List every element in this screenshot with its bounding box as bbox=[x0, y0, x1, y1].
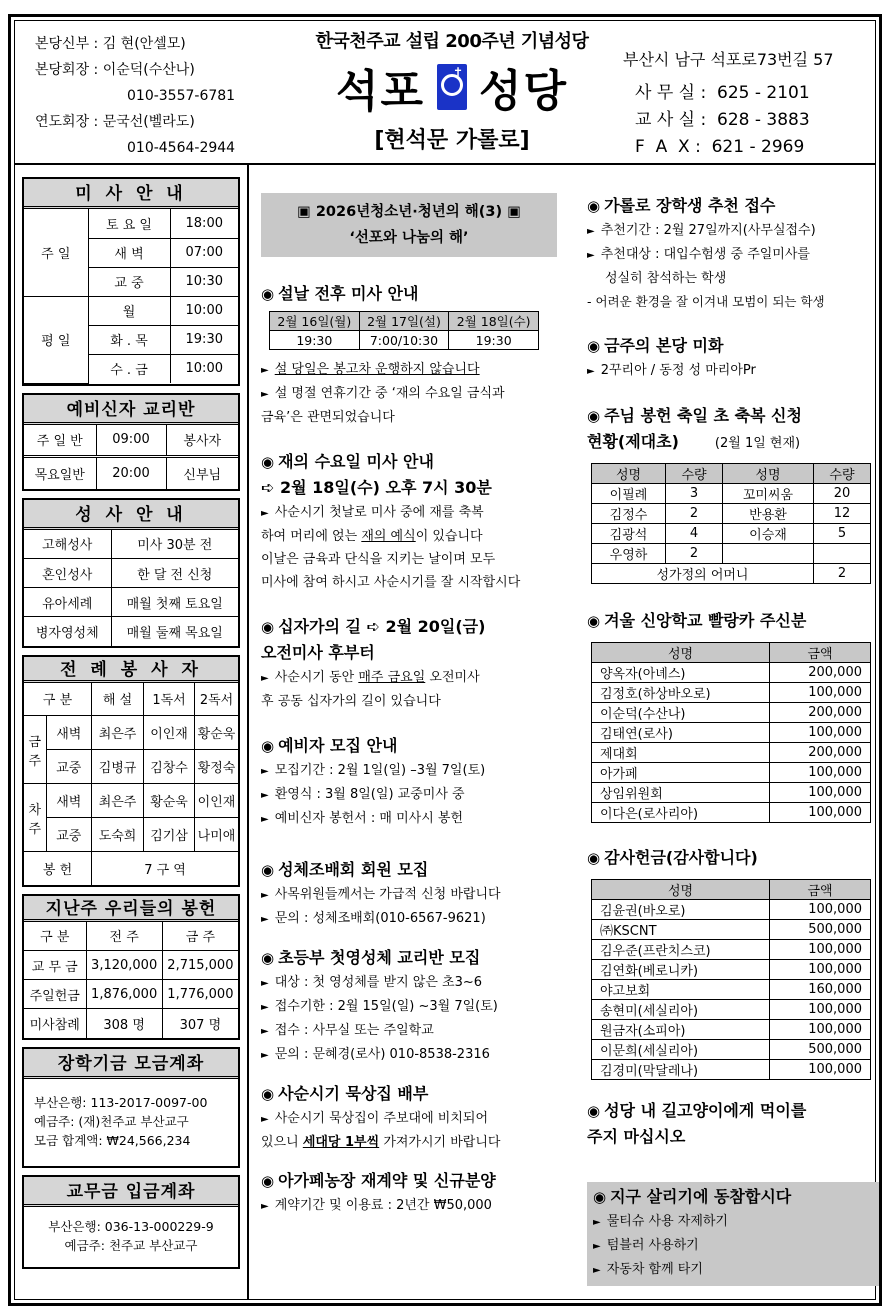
church-name-right: 성당 bbox=[479, 66, 569, 117]
arrow-icon: ► bbox=[587, 366, 595, 377]
bullet-icon: ◉ bbox=[261, 861, 275, 879]
parish-president: 본당회장 : 이순덕(수산나) bbox=[35, 62, 195, 78]
bulletin-header bbox=[15, 21, 875, 165]
office-phone: 사 무 실 : 625 - 2101 bbox=[635, 83, 810, 103]
offerings-table: 구 분 전 주 금 주 교 무 금 3,120,000 2,715,000 주일헌금 1,876,000 1,776,000 미사참례 308 명 307 명 bbox=[24, 922, 238, 1038]
first-communion-section: ◉ 초등부 첫영성체 교리반 모집 ► 대상 : 첫 영성체를 받지 않은 초3~6 ► 접수기한 : 2월 15일(일) ~3월 7일(토) ► 접수 : 사무실 또는 주일학교 ► 문의 : 문혜경(로사) 010-8538-2316 bbox=[261, 948, 498, 1062]
left-column bbox=[22, 177, 240, 1276]
staff-info bbox=[35, 31, 255, 161]
church-name bbox=[277, 55, 627, 119]
arrow-icon: ► bbox=[261, 365, 269, 376]
bullet-icon: ◉ bbox=[261, 618, 275, 636]
bullet-icon: ◉ bbox=[261, 949, 275, 967]
arrow-icon: ► bbox=[261, 389, 269, 400]
arrow-icon: ► bbox=[261, 790, 269, 801]
elder-president: 연도회장 : 문국선(벨라도) bbox=[35, 114, 195, 130]
bullet-icon: ◉ bbox=[587, 612, 601, 630]
bullet-icon: ◉ bbox=[261, 285, 275, 303]
scholarship-account-body: 부산은행: 113-2017-0097-00 예금주: (재)천주교 부산교구 모금 합계액: ₩24,566,234 bbox=[34, 1094, 208, 1148]
liturgy-servers-box bbox=[22, 655, 240, 887]
catechumen-class-box bbox=[22, 393, 240, 491]
arrow-icon: ► bbox=[261, 673, 269, 684]
arrow-icon: ► bbox=[261, 1026, 269, 1037]
arrow-icon: ► bbox=[261, 1002, 269, 1013]
church-cleaning-section: ◉ 금주의 본당 미화 ► 2꾸리아 / 동정 성 마리아Pr bbox=[587, 336, 756, 378]
lunar-new-year-section: ◉ 설날 전후 미사 안내 2월 16일(월) 2월 17일(설) 2월 18일(수) 19:30 7:00/10:30 19:30 ► 설 당일은 봉고차 운행하지 않습니다 ► 설 명절 연휴기간 중 ‘재의 수요일 금식과 금육’은 관면되었습니다 bbox=[261, 281, 557, 429]
dues-account-body: 부산은행: 036-13-000229-9 예금주: 천주교 부산교구 bbox=[48, 1218, 214, 1253]
year-theme-banner: ▣ 2026년청소년·청년의 해(3) ▣ ‘선포와 나눔의 해’ bbox=[261, 193, 557, 257]
arrow-icon: ► bbox=[261, 508, 269, 519]
arrow-icon: ► bbox=[587, 250, 595, 261]
lunar-mass-table: 2월 16일(월) 2월 17일(설) 2월 18일(수) 19:30 7:00/10:30 19:30 bbox=[269, 311, 539, 350]
save-earth-section: ◉ 지구 살리기에 동참합시다 ► 물티슈 사용 자제하기 ► 텀블러 사용하기 ► 자동차 함께 타기 bbox=[587, 1182, 879, 1286]
candle-blessing-section: ◉ 주님 봉헌 축일 초 축복 신청 현황(제대초) (2월 1일 현재) 성명 수량 성명 수량 이필례 3 꼬미씨움 20 김정수 2 반용환 12 김광석 4 이승재 5 우영하 2 성가정의 어머니 2 bbox=[587, 403, 879, 584]
church-title-block bbox=[277, 27, 627, 154]
bullet-icon: ◉ bbox=[587, 197, 601, 215]
arrow-icon: ► bbox=[593, 1217, 601, 1228]
arrow-icon: ► bbox=[261, 1114, 269, 1125]
scholarship-account-title: 장학기금 모금계좌 bbox=[24, 1049, 238, 1079]
church-subtitle: 한국천주교 설립 200주년 기념성당 bbox=[315, 31, 589, 52]
thanks-offering-table: 성명 금액 김윤권(바오로) 100,000 ㈜KSCNT 500,000 김우준(프란치스코) 100,000 김연화(베로니카) 100,000 야고보회 160,000 송현미(세실리아) 100,000 원금자(소피아) 100,000 이문희(세실리아) 500,000 김경미(막달레나) 100,000 bbox=[591, 879, 871, 1080]
thanks-offering-section: ◉ 감사헌금(감사합니다) 성명 금액 김윤권(바오로) 100,000 ㈜KSCNT 500,000 김우준(프란치스코) 100,000 김연화(베로니카) 100,000 야고보회 160,000 송현미(세실리아) 100,000 원금자(소피아) 100,000 이문희(세실리아) 500,000 김경미(막달레나) 100,000 bbox=[587, 845, 879, 1080]
address: 부산시 남구 석포로73번길 57 bbox=[623, 50, 834, 69]
liturgy-servers-table: 구 분 해 설 1독서 2독서 금주 새벽 최은주 이인재 황순욱 교중 김병규 김창수 황정숙 차주 새벽 최은주 황순욱 이인재 교중 도숙희 김기삼 나미애 봉 헌 7 구 역 bbox=[24, 683, 238, 885]
winter-camp-donors-section: ◉ 겨울 신앙학교 빨랑카 주신분 성명 금액 양옥자(아녜스) 200,000 김정호(하상바오로) 100,000 이순덕(수산나) 200,000 김태연(로사) 100,000 제대회 200,000 아가페 100,000 상임위원회 100,000 이다은(로사리아) 100,000 bbox=[587, 608, 879, 823]
arrow-icon: ► bbox=[261, 978, 269, 989]
scholarship-account-box bbox=[22, 1047, 240, 1168]
bullet-icon: ◉ bbox=[587, 849, 601, 867]
last-week-offerings-title: 지난주 우리들의 봉헌 bbox=[24, 896, 238, 922]
arrow-icon: ► bbox=[261, 1201, 269, 1212]
bullet-icon: ◉ bbox=[593, 1188, 607, 1206]
elder-phone: 010-4564-2944 bbox=[127, 140, 236, 156]
mass-schedule-box bbox=[22, 177, 240, 386]
catechumen-class-table: 주 일 반 09:00 봉사자 목요일반 20:00 신부님 bbox=[24, 425, 238, 489]
bulletin-page bbox=[8, 14, 882, 1306]
lent-book-section: ◉ 사순시기 묵상집 배부 ► 사순시기 묵상집이 주보대에 비치되어 있으니 세대당 1부씩 가져가시기 바랍니다 bbox=[261, 1084, 501, 1150]
adoration-section: ◉ 성체조배회 회원 모집 ► 사목위원들께서는 가급적 신청 바랍니다 ► 문의 : 성체조배회(010-6567-9621) bbox=[261, 860, 501, 926]
pastor: 본당신부 : 김 현(안셀모) bbox=[35, 36, 186, 52]
catechumen-recruit-section: ◉ 예비자 모집 안내 ► 모집기간 : 2월 1일(일) –3월 7일(토) ► 환영식 : 3월 8일(일) 교중미사 중 ► 예비신자 봉헌서 : 매 미사시 봉헌 bbox=[261, 736, 486, 826]
agape-farm-section: ◉ 아가페농장 재계약 및 신규분양 ► 계약기간 및 이용료 : 2년간 ₩50,000 bbox=[261, 1171, 496, 1213]
fax-number: F A X : 621 - 2969 bbox=[635, 137, 805, 157]
patron-saint: [현석문 가롤로] bbox=[374, 128, 530, 153]
sacraments-title: 성 사 안 내 bbox=[24, 500, 238, 530]
arrow-icon: ► bbox=[593, 1241, 601, 1252]
arrow-icon: ► bbox=[593, 1265, 601, 1276]
scholarship-recommend-section: ◉ 가롤로 장학생 추천 접수 ► 추천기간 : 2월 27일까지(사무실접수) ► 추천대상 : 대입수험생 중 주일미사를 성실히 참석하는 학생 - 어려운 환경을 잘 이겨내 모범이 되는 학생 bbox=[587, 196, 825, 309]
right-column bbox=[587, 193, 879, 1286]
bullet-icon: ◉ bbox=[587, 407, 601, 425]
dues-account-box bbox=[22, 1175, 240, 1269]
stray-cats-notice: ◉ 성당 내 길고양이에게 먹이를 주지 마십시오 bbox=[587, 1101, 807, 1146]
catechumen-class-title: 예비신자 교리반 bbox=[24, 395, 238, 425]
bullet-icon: ◉ bbox=[587, 337, 601, 355]
bullet-icon: ◉ bbox=[587, 1102, 601, 1120]
column-divider bbox=[247, 165, 249, 1299]
stations-of-cross-section: ◉ 십자가의 길 ➪ 2월 20일(금) 오전미사 후부터 ► 사순시기 동안 매주 금요일 오전미사 후 공동 십자가의 길이 있습니다 bbox=[261, 617, 486, 709]
arrow-icon: ► bbox=[587, 226, 595, 237]
church-logo-icon: ✝ bbox=[437, 64, 467, 110]
bullet-icon: ◉ bbox=[261, 1085, 275, 1103]
president-phone: 010-3557-6781 bbox=[127, 88, 236, 104]
sacraments-box bbox=[22, 498, 240, 648]
sacraments-table: 고해성사 미사 30분 전 혼인성사 한 달 전 신청 유아세례 매월 첫째 토요일 병자영성체 매월 둘째 목요일 bbox=[24, 530, 238, 646]
arrow-icon: ► bbox=[261, 890, 269, 901]
mass-schedule-table: 주 일 토 요 일 18:00 새 벽 07:00 교 중 10:30 평 일 월 10:00 화 . 목 19:30 수 . 금 10:00 bbox=[24, 209, 238, 384]
winter-donors-table: 성명 금액 양옥자(아녜스) 200,000 김정호(하상바오로) 100,000 이순덕(수산나) 200,000 김태연(로사) 100,000 제대회 200,000 아가페 100,000 상임위원회 100,000 이다은(로사리아) 100,000 bbox=[591, 642, 871, 823]
arrow-icon: ► bbox=[261, 914, 269, 925]
arrow-icon: ► bbox=[261, 814, 269, 825]
dues-account-title: 교무금 입금계좌 bbox=[24, 1177, 238, 1207]
contact-info bbox=[623, 47, 883, 161]
bullet-icon: ◉ bbox=[261, 453, 275, 471]
teacher-room-phone: 교 사 실 : 628 - 3883 bbox=[635, 110, 810, 130]
liturgy-servers-title: 전 례 봉 사 자 bbox=[24, 657, 238, 683]
ash-wednesday-section: ◉ 재의 수요일 미사 안내 ➪ 2월 18일(수) 오후 7시 30분 ► 사순시기 첫날로 미사 중에 재를 축복 하여 머리에 얹는 재의 예식이 있습니다 이날은 금육과 단식을 지키는 날이며 모두 미사에 참여 하시고 사순시기를 잘 시작합시다 bbox=[261, 452, 521, 590]
arrow-icon: ► bbox=[261, 766, 269, 777]
arrow-icon: ► bbox=[261, 1050, 269, 1061]
page-inner-border bbox=[14, 20, 876, 1300]
church-name-left: 석포 bbox=[335, 66, 425, 117]
mass-schedule-title: 미 사 안 내 bbox=[24, 179, 238, 209]
candle-table: 성명 수량 성명 수량 이필례 3 꼬미씨움 20 김정수 2 반용환 12 김광석 4 이승재 5 우영하 2 성가정의 어머니 2 bbox=[591, 463, 871, 584]
bullet-icon: ◉ bbox=[261, 737, 275, 755]
bullet-icon: ◉ bbox=[261, 1172, 275, 1190]
middle-column bbox=[261, 193, 557, 1218]
last-week-offerings-box bbox=[22, 894, 240, 1040]
